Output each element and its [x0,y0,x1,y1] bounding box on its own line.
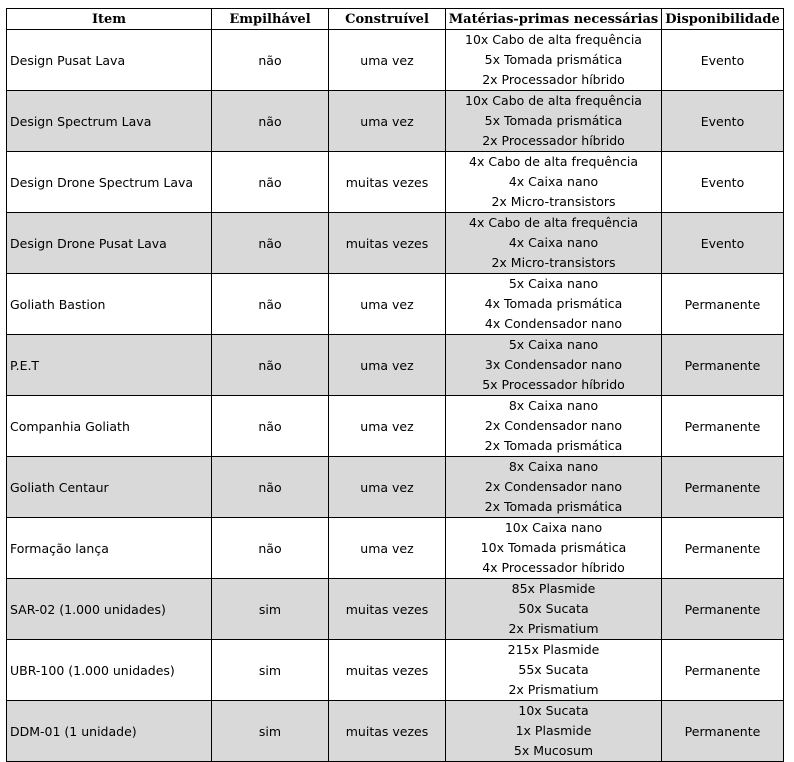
material-entry: 2x Micro-transistors [491,255,616,270]
stackable-cell: sim [212,579,329,640]
materials-cell [446,396,662,457]
buildable-cell: uma vez [329,396,446,457]
materials-cell [446,518,662,579]
item-name-cell: Goliath Bastion [7,274,212,335]
material-entry: 2x Processador híbrido [482,133,625,148]
header-item: Item [7,9,212,30]
stackable-cell: não [212,213,329,274]
buildable-cell: uma vez [329,30,446,91]
materials-cell [446,274,662,335]
materials-cell [446,91,662,152]
buildable-cell: muitas vezes [329,213,446,274]
material-entry: 5x Processador híbrido [482,377,625,392]
stackable-cell: sim [212,640,329,701]
table-row [7,152,784,213]
materials-cell [446,335,662,396]
item-name-cell: Design Spectrum Lava [7,91,212,152]
table-row [7,701,784,762]
availability-cell: Permanente [662,640,784,701]
availability-cell: Evento [662,91,784,152]
table-row [7,274,784,335]
material-entry: 8x Caixa nano [508,459,599,474]
item-name-cell: Formação lança [7,518,212,579]
table-row [7,518,784,579]
material-entry: 4x Tomada prismática [484,296,623,311]
material-entry: 2x Processador híbrido [482,72,625,87]
availability-cell: Permanente [662,396,784,457]
item-name-cell: DDM-01 (1 unidade) [7,701,212,762]
availability-cell: Evento [662,213,784,274]
header-availability: Disponibilidade [662,9,784,30]
availability-cell: Permanente [662,579,784,640]
material-entry: 4x Condensador nano [484,316,623,331]
material-entry: 4x Caixa nano [508,235,599,250]
buildable-cell: muitas vezes [329,701,446,762]
crafting-table [6,8,784,762]
item-name-cell: Design Drone Pusat Lava [7,213,212,274]
material-entry: 10x Tomada prismática [480,540,627,555]
header-materials: Matérias-primas necessárias [446,9,662,30]
stackable-cell: não [212,335,329,396]
table-row [7,335,784,396]
item-name-cell: Design Drone Spectrum Lava [7,152,212,213]
material-entry: 2x Condensador nano [484,479,623,494]
table-row [7,640,784,701]
stackable-cell: não [212,518,329,579]
material-entry: 8x Caixa nano [508,398,599,413]
item-name-cell: UBR-100 (1.000 unidades) [7,640,212,701]
materials-cell [446,640,662,701]
material-entry: 2x Prismatium [508,621,599,636]
material-entry: 10x Caixa nano [504,520,603,535]
availability-cell: Permanente [662,274,784,335]
material-entry: 85x Plasmide [511,581,596,596]
availability-cell: Evento [662,30,784,91]
material-entry: 5x Tomada prismática [484,113,623,128]
stackable-cell: não [212,152,329,213]
header-stackable: Empilhável [212,9,329,30]
material-entry: 10x Sucata [518,703,589,718]
materials-cell [446,213,662,274]
table-row [7,213,784,274]
stackable-cell: não [212,91,329,152]
buildable-cell: muitas vezes [329,152,446,213]
material-entry: 2x Prismatium [508,682,599,697]
item-name-cell: SAR-02 (1.000 unidades) [7,579,212,640]
item-name-cell: P.E.T [7,335,212,396]
material-entry: 10x Cabo de alta frequência [465,93,642,108]
material-entry: 5x Caixa nano [508,276,599,291]
table-row [7,396,784,457]
buildable-cell: muitas vezes [329,640,446,701]
material-entry: 2x Condensador nano [484,418,623,433]
table-body [7,30,784,762]
materials-cell [446,579,662,640]
material-entry: 2x Tomada prismática [484,499,623,514]
material-entry: 4x Caixa nano [508,174,599,189]
stackable-cell: não [212,274,329,335]
buildable-cell: uma vez [329,457,446,518]
table-row [7,579,784,640]
material-entry: 4x Cabo de alta frequência [469,154,638,169]
buildable-cell: uma vez [329,518,446,579]
item-name-cell: Goliath Centaur [7,457,212,518]
material-entry: 1x Plasmide [515,723,592,738]
material-entry: 5x Mucosum [513,743,594,758]
buildable-cell: uma vez [329,335,446,396]
availability-cell: Evento [662,152,784,213]
materials-cell [446,152,662,213]
material-entry: 10x Cabo de alta frequência [465,32,642,47]
material-entry: 5x Tomada prismática [484,52,623,67]
material-entry: 2x Tomada prismática [484,438,623,453]
item-name-cell: Design Pusat Lava [7,30,212,91]
availability-cell: Permanente [662,457,784,518]
material-entry: 55x Sucata [518,662,589,677]
availability-cell: Permanente [662,518,784,579]
material-entry: 215x Plasmide [507,642,600,657]
material-entry: 2x Micro-transistors [491,194,616,209]
stackable-cell: não [212,457,329,518]
stackable-cell: não [212,396,329,457]
header-row [7,9,784,30]
stackable-cell: sim [212,701,329,762]
material-entry: 5x Caixa nano [508,337,599,352]
material-entry: 50x Sucata [518,601,589,616]
materials-cell [446,701,662,762]
availability-cell: Permanente [662,701,784,762]
table-row [7,30,784,91]
material-entry: 4x Cabo de alta frequência [469,215,638,230]
header-buildable: Construível [329,9,446,30]
item-name-cell: Companhia Goliath [7,396,212,457]
material-entry: 4x Processador híbrido [482,560,625,575]
table-row [7,457,784,518]
availability-cell: Permanente [662,335,784,396]
buildable-cell: muitas vezes [329,579,446,640]
buildable-cell: uma vez [329,274,446,335]
table-row [7,91,784,152]
buildable-cell: uma vez [329,91,446,152]
stackable-cell: não [212,30,329,91]
material-entry: 3x Condensador nano [484,357,623,372]
materials-cell [446,30,662,91]
materials-cell [446,457,662,518]
